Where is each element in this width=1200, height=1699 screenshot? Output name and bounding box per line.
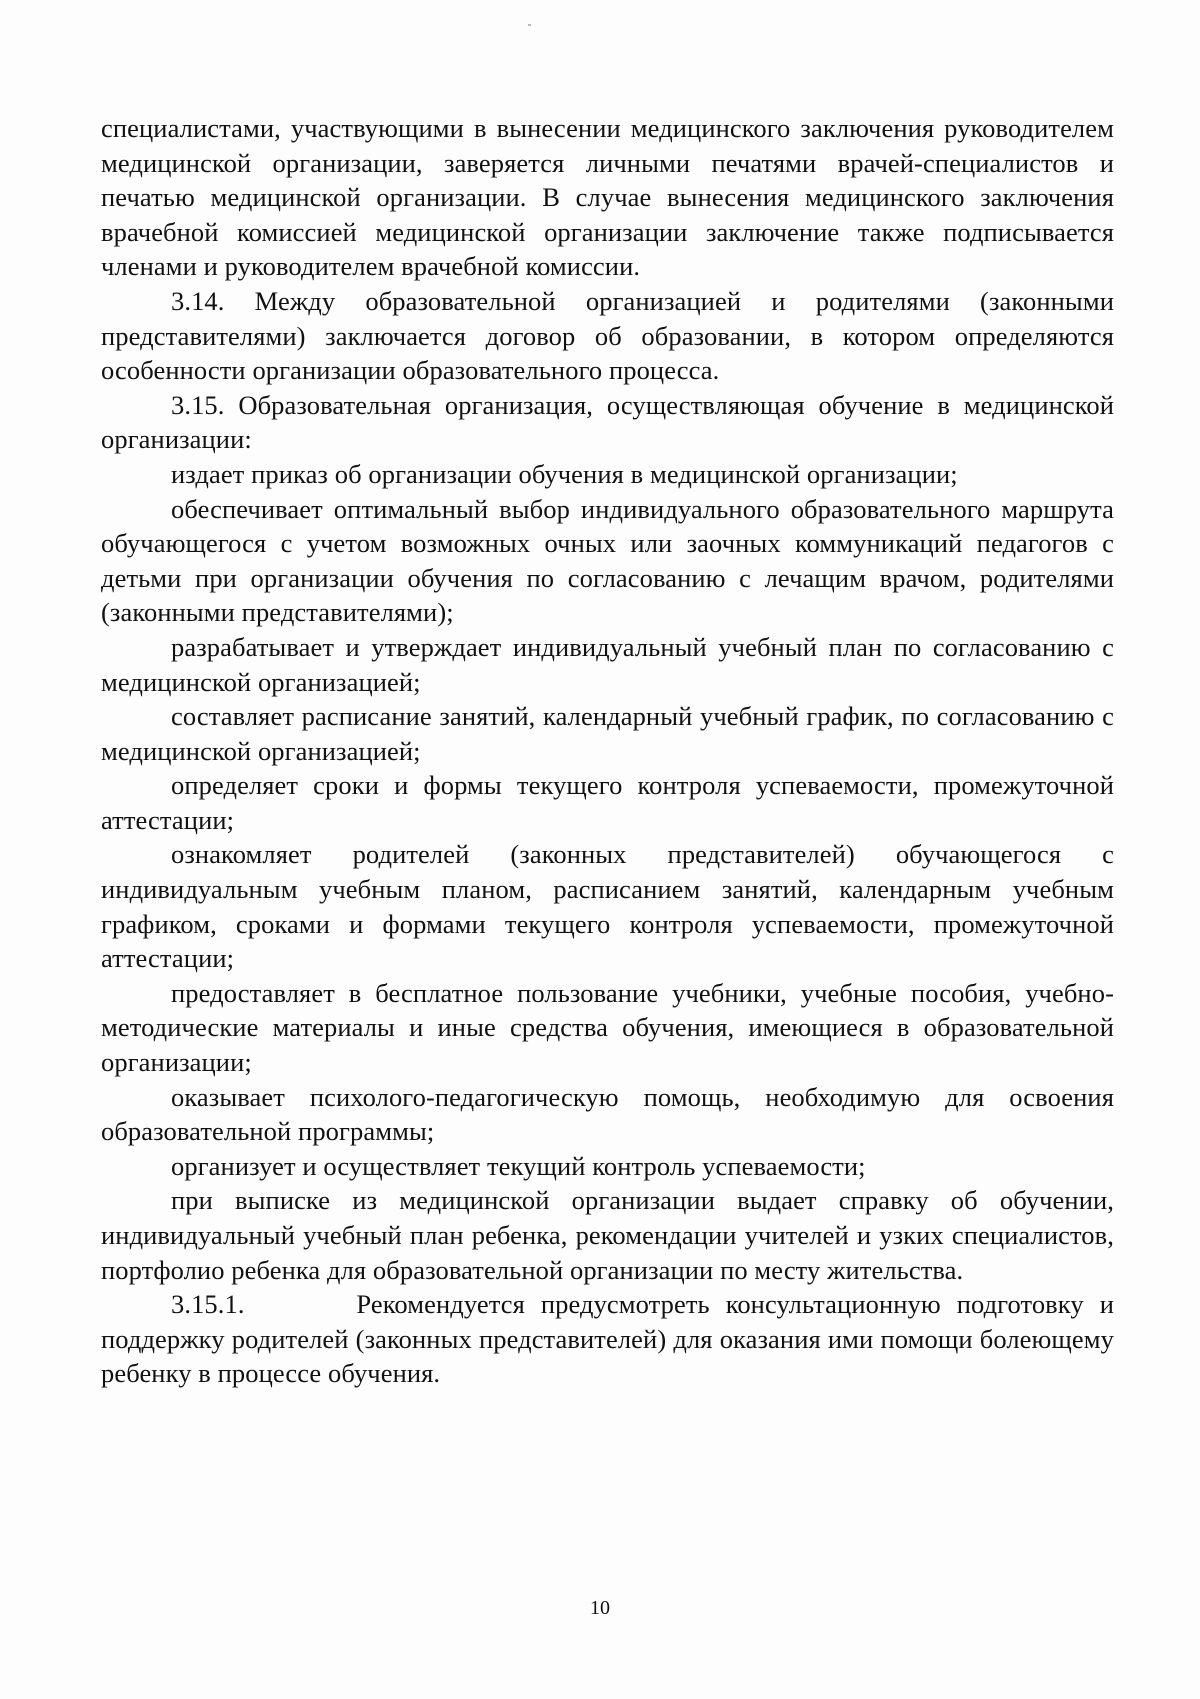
list-item-acquaint: ознакомляет родителей (законных представителей) обучающегося с индивидуальным учебным планом, расписанием занятий, календарным учебным графиком, сроками и формами текущего контроля успеваемости, промежуточной аттестации; bbox=[101, 839, 1114, 974]
list-item-control: определяет сроки и формы текущего контроля успеваемости, промежуточной аттестации; bbox=[101, 770, 1114, 835]
list-item-help: оказывает психолого-педагогическую помощь, необходимую для освоения образовательной программы; bbox=[101, 1081, 1114, 1147]
scan-artifact bbox=[528, 24, 531, 26]
list-item-materials: предоставляет в бесплатное пользование учебники, учебные пособия, учебно-методические материалы и иные средства обучения, имеющиеся в образовательной организации; bbox=[101, 977, 1114, 1078]
list-item-schedule: составляет расписание занятий, календарный учебный график, по согласованию с медицинской организацией; bbox=[101, 701, 1114, 766]
list-item-route: обеспечивает оптимальный выбор индивидуального образовательного маршрута обучающегося с учетом возможных очных или заочных коммуникаций педагогов с детьми при организации обучения по согласованию с лечащим врачом, родителями (законными представителями); bbox=[101, 493, 1114, 628]
paragraph-3-14: 3.14. Между образовательной организацией и родителями (законными представителями) заключается договор об образовании, в котором определяются особенности организации образовательного процесса. bbox=[101, 285, 1114, 386]
page-number: 10 bbox=[590, 1597, 610, 1619]
list-item-discharge: при выписке из медицинской организации выдает справку об обучении, индивидуальный учебный план ребенка, рекомендации учителей и узких специалистов, портфолио ребенка для образовательной организации по месту жительства. bbox=[101, 1185, 1114, 1285]
list-item-monitoring: организует и осуществляет текущий контроль успеваемости; bbox=[171, 1150, 866, 1181]
document-body bbox=[101, 111, 1121, 1391]
paragraph-continuation: специалистами, участвующими в вынесении медицинского заключения руководителем медицинской организации, заверяется личными печатями врачей-специалистов и печатью медицинской организации. В случае вынесения медицинского заключения врачебной комиссией медицинской организации заключение также подписывается членами и руководителем врачебной комиссии. bbox=[101, 113, 1114, 282]
list-item-plan: разрабатывает и утверждает индивидуальный учебный план по согласованию с медицинской организацией; bbox=[101, 631, 1114, 697]
paragraph-3-15: 3.15. Образовательная организация, осуществляющая обучение в медицинской организации: bbox=[101, 389, 1114, 455]
list-item-order: издает приказ об организации обучения в медицинской организации; bbox=[171, 458, 958, 489]
paragraph-3-15-1: 3.15.1. Рекомендуется предусмотреть консультационную подготовку и поддержку родителей (законных представителей) для оказания ими помощи болеющему ребенку в процессе обучения. bbox=[101, 1289, 1121, 1389]
